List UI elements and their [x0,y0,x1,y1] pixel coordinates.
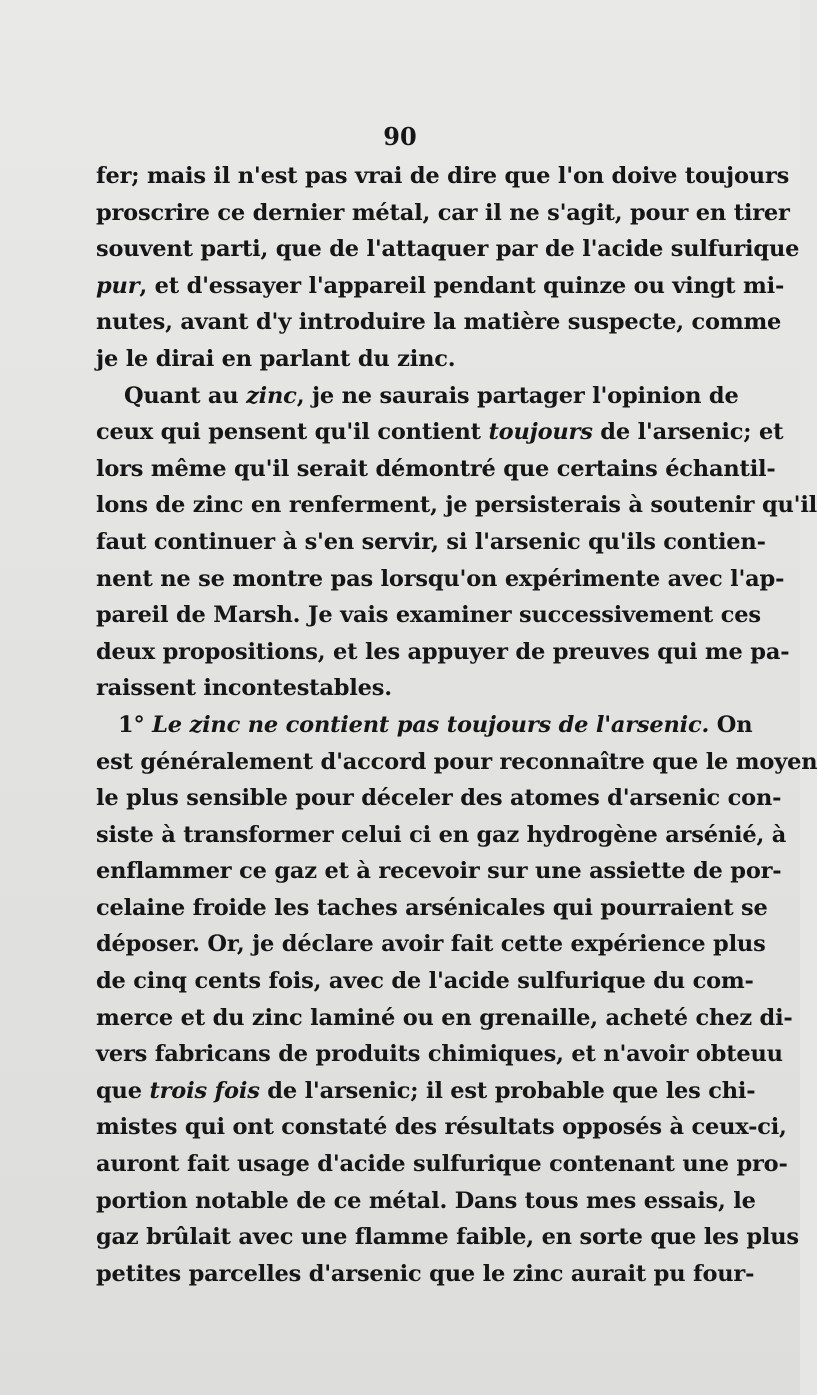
text-line [96,890,768,927]
text-segment: auront fait usage d'acide sulfurique contenant une pro- [96,1151,788,1178]
text-line [96,670,720,707]
text-segment: ceux qui pensent qu'il contient [96,419,489,446]
text-line [96,268,785,305]
text-segment: nutes, avant d'y introduire la matière suspecte, comme [96,309,782,336]
body-text [96,158,817,1292]
text-line [96,853,782,890]
text-line [96,707,753,744]
text-segment: , je ne saurais partager l'opinion de [296,382,739,409]
text-line [96,817,787,854]
text-segment: siste à transformer celui ci en gaz hydrogène arsénié, à [96,821,787,848]
text-segment: nent ne se montre pas lorsqu'on expérimente avec l'ap- [96,565,785,592]
italic-text: zinc [246,382,297,409]
text-segment: lons de zinc en renferment, je persisterais à soutenir qu'il [96,492,817,519]
text-line [96,1183,756,1220]
text-segment: 1° [118,711,153,738]
text-line [96,926,766,963]
text-line [96,963,754,1000]
text-line [96,634,790,671]
text-line [96,1073,756,1110]
text-line [96,378,739,415]
text-line [96,597,761,634]
text-segment: de l'arsenic; il est probable que les chi- [259,1077,756,1104]
text-segment: mistes qui ont constaté des résultats opposés à ceux-ci, [96,1114,787,1141]
text-line [96,1000,793,1037]
text-segment: merce et du zinc laminé ou en grenaille, acheté chez di- [96,1004,793,1031]
text-line [96,451,776,488]
italic-text: trois fois [149,1077,260,1104]
text-segment: proscrire ce dernier métal, car il ne s'agit, pour en tirer [96,199,790,226]
text-line [96,1146,788,1183]
text-segment: pareil de Marsh. Je vais examiner successivement ces [96,602,761,629]
text-segment: de l'arsenic; et [592,419,784,446]
text-line [96,231,800,268]
text-line [96,524,766,561]
italic-text: toujours [488,419,593,446]
text-line [96,1036,783,1073]
text-segment: enflammer ce gaz et à recevoir sur une assiette de por- [96,858,782,885]
italic-text: pur [96,272,140,299]
text-segment: souvent parti, que de l'attaquer par de l'acide sulfurique [96,236,800,263]
text-line [96,744,817,781]
text-line [96,1109,787,1146]
page-number: 90 [383,122,417,151]
text-segment: de cinq cents fois, avec de l'acide sulfurique du com- [96,968,754,995]
text-segment: lors même qu'il serait démontré que certains échantil- [96,455,776,482]
text-segment: raissent incontestables. [96,675,392,702]
text-segment: est généralement d'accord pour reconnaître que le moyen [96,748,817,775]
text-segment: , et d'essayer l'appareil pendant quinze ou vingt mi- [139,272,785,299]
text-segment: le plus sensible pour déceler des atomes d'arsenic con- [96,785,782,812]
italic-text: Le zinc ne contient pas toujours de l'arsenic. [152,711,710,738]
text-segment: déposer. Or, je déclare avoir fait cette expérience plus [96,931,766,958]
text-segment: gaz brûlait avec une flamme faible, en sorte que les plus [96,1224,799,1251]
text-segment: celaine froide les taches arsénicales qui pourraient se [96,894,768,921]
text-segment: faut continuer à s'en servir, si l'arsenic qu'ils contien- [96,528,766,555]
text-line [96,487,817,524]
text-line [96,1219,799,1256]
text-line [96,780,782,817]
text-line [96,158,790,195]
text-segment: que [96,1077,150,1104]
text-segment: portion notable de ce métal. Dans tous mes essais, le [96,1187,756,1214]
text-line [96,414,784,451]
text-segment: deux propositions, et les appuyer de preuves qui me pa- [96,638,790,665]
text-line [96,1256,755,1293]
text-line [96,341,720,378]
text-segment: petites parcelles d'arsenic que le zinc aurait pu four- [96,1260,755,1287]
text-line [96,561,785,598]
text-segment: On [709,711,753,738]
text-segment: je le dirai en parlant du zinc. [96,345,456,372]
text-segment: fer; mais il n'est pas vrai de dire que l'on doive toujours [96,163,790,189]
text-segment: vers fabricans de produits chimiques, et n'avoir obteuu [96,1041,783,1068]
text-line [96,304,782,341]
text-line [96,195,790,232]
text-segment: Quant au [124,382,247,409]
